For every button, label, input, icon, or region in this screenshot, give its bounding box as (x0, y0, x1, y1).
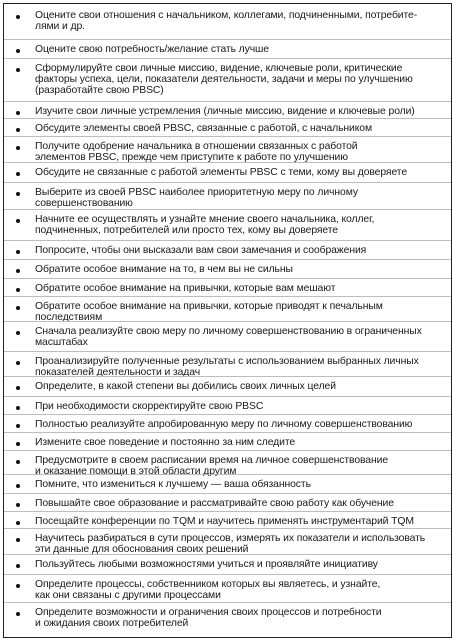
list-item-text: Определите возможности и ограничения своих процессов и потребности и ожидания своих потребителей (35, 607, 382, 629)
list-item (4, 39, 451, 58)
list-item (4, 182, 451, 209)
list-item-text: Обратите особое внимание на привычки, которые вам мешают (35, 283, 336, 294)
list-item (4, 118, 451, 136)
list-item-text: Повышайте свое образование и рассматривайте свою работу как обучение (35, 498, 394, 509)
bullet-icon (16, 538, 20, 542)
bullet-icon (16, 442, 20, 446)
list-item (4, 351, 451, 376)
bullet-icon (16, 460, 20, 464)
list-item-text: Начните ее осуществлять и узнайте мнение своего начальника, коллег, подчиненных, потребителей или просто тех, кому вы доверяете (35, 214, 375, 236)
bullet-icon (16, 192, 20, 196)
checklist-frame (3, 3, 452, 638)
list-item (4, 528, 451, 554)
bullet-icon (16, 521, 20, 525)
list-item (4, 414, 451, 432)
bullet-icon (16, 386, 20, 390)
list-item (4, 321, 451, 351)
list-item-text: Получите одобрение начальника в отношении связанных с работой элементов PBSC, прежде чем приступите к работе по улучшению (35, 141, 358, 163)
list-item (4, 101, 451, 118)
bullet-icon (16, 406, 20, 410)
list-item (4, 278, 451, 296)
list-item-text: Обратите особое внимание на привычки, которые приводят к печальным последствиям (35, 301, 383, 323)
list-item (4, 432, 451, 450)
bullet-icon (16, 288, 20, 292)
bullet-icon (16, 306, 20, 310)
list-item-text: Обсудите элементы своей PBSC, связанные с работой, с начальником (35, 123, 373, 134)
list-item-text: Помните, что измениться к лучшему — ваша обязанность (35, 479, 311, 490)
list-item (4, 209, 451, 240)
list-item-text: Пользуйтесь любыми возможностями учиться и проявляйте инициативу (35, 559, 378, 570)
list-item-text: Сформулируйте свои личные миссию, видение, ключевые роли, критические факторы успеха, цели, показатели деятельности, задачи и меры по улучшению (разработайте свою PBSC) (35, 63, 413, 96)
bullet-icon (16, 49, 20, 53)
bullet-icon (16, 68, 20, 72)
bullet-icon (16, 128, 20, 132)
list-item (4, 136, 451, 162)
list-item-text: Измените свое поведение и постоянно за ним следите (35, 437, 296, 448)
list-item (4, 162, 451, 182)
list-item-text: Предусмотрите в своем расписании время на личное совершенствование и оказание помощи в этой области другим (35, 455, 389, 477)
bullet-icon (16, 111, 20, 115)
list-item-text: Оцените свои отношения с начальником, коллегами, подчиненными, потребите- лями и др. (35, 10, 418, 32)
list-item (4, 511, 451, 528)
bullet-icon (16, 612, 20, 616)
list-item (4, 376, 451, 396)
bullet-icon (16, 331, 20, 335)
list-item (4, 450, 451, 477)
list-item (4, 240, 451, 259)
list-item-text: Посещайте конференции по TQM и научитесь применять инструментарий TQM (35, 516, 414, 527)
bullet-icon (16, 250, 20, 254)
bullet-icon (16, 503, 20, 507)
list-item-text: Выберите из своей PBSC наиболее приоритетную меру по личному совершенствованию (35, 187, 358, 209)
bullet-icon (16, 172, 20, 176)
list-item (4, 6, 451, 39)
list-item-text: Оцените свою потребность/желание стать лучше (35, 44, 269, 55)
list-item (4, 493, 451, 511)
list-item-text: Полностью реализуйте апробированную меру по личному совершенствованию (35, 419, 413, 430)
list-item (4, 554, 451, 574)
list-item (4, 259, 451, 278)
list-item-text: Проанализируйте полученные результаты с использованием выбранных личных показателей деятельности и задач (35, 356, 419, 378)
list-item-text: При необходимости скорректируйте свою PBSC (35, 401, 264, 412)
list-item (4, 58, 451, 101)
list-item-text: Определите, в какой степени вы добились своих личных целей (35, 381, 336, 392)
list-item (4, 296, 451, 321)
bullet-icon (16, 584, 20, 588)
bullet-icon (16, 269, 20, 273)
list-item (4, 602, 451, 636)
list-item-text: Определите процессы, собственником которых вы являетесь, и узнайте, как они связаны с другими процессами (35, 579, 381, 601)
list-item (4, 474, 451, 493)
bullet-icon (16, 484, 20, 488)
list-item-text: Попросите, чтобы они высказали вам свои замечания и соображения (35, 245, 367, 256)
bullet-icon (16, 361, 20, 365)
list-item-text: Обсудите не связанные с работой элементы PBSC с теми, кому вы доверяете (35, 167, 407, 178)
list-item-text: Сначала реализуйте свою меру по личному совершенствованию в ограниченных масштабах (35, 326, 422, 348)
bullet-icon (16, 424, 20, 428)
list-item-text: Научитесь разбираться в сути процессов, измерять их показатели и использовать эти данные для обоснования своих решений (35, 533, 426, 555)
bullet-icon (16, 564, 20, 568)
bullet-icon (16, 15, 20, 19)
bullet-icon (16, 219, 20, 223)
list-item (4, 396, 451, 414)
list-item (4, 574, 451, 602)
list-item-text: Изучите свои личные устремления (личные миссию, видение и ключевые роли) (35, 106, 415, 117)
bullet-icon (16, 146, 20, 150)
list-item-text: Обратите особое внимание на то, в чем вы не сильны (35, 264, 293, 275)
